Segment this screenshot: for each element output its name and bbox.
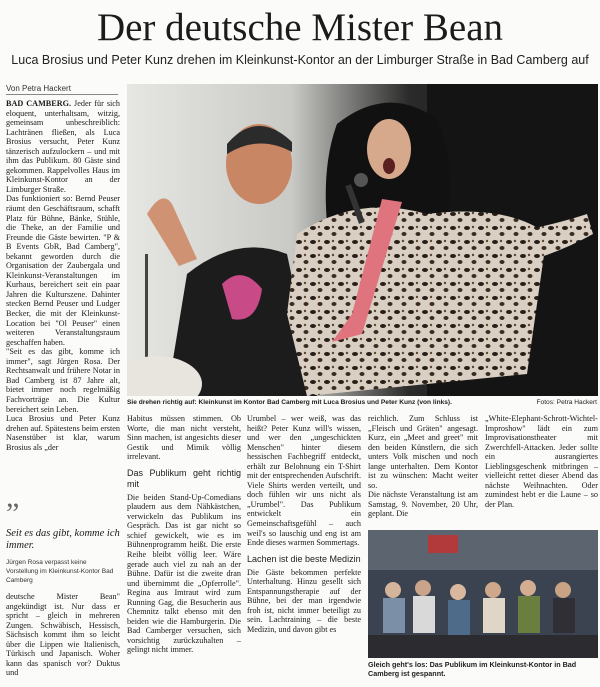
audience-illustration [368,530,598,658]
article-paragraph: Die beiden Stand-Up-Comedians plaudern aus dem Nähkästchen, verwickeln das Publikum ins Gespräch. Das ist gar nicht so schief gewickelt, wie es im Bühnenprogramm heißt. Die erste Reihe bleibt völlig leer. Wäre gerade auch viel zu nah an der Bühne. Dafür ist die zweite dran und übernimmt die „Opferrolle". Regina aus Imtraut wird zum Running Gag, die Besucherin aus Chemnitz talkt ebenso mit den beiden wie die Hamburgerin. Die Bad Camberger versuchen, sich vorsichtig zurückzuhalten – gelingt nicht immer. [127,492,241,655]
article-paragraph: Urumbel – wer weiß, was das heißt? Peter Kunz will's wissen, und wer den „ungeschickten Menschen" hinter diesem hessischen Fachbegriff entdeckt, erhält zur Belohnung ein T-Shirt mit der entsprechenden Aufschrift. Viele Shirts werden verteilt, und doch fühlen wir uns nicht als „Urumbel". Das Publikum entwickelt ein Gemeinschaftsgefühl – auch weil's so lauschig und eng ist am Ende dieses warmen Sommertags. [247,414,361,548]
quote-text: Seit es das gibt, komme ich immer. [6,528,120,551]
author-byline: Von Petra Hackert [6,84,71,93]
article-paragraph: reichlich. Zum Schluss ist „Fleisch und Gräten" angesagt. Kurz, ein „Meet and greet" mit den beiden Künstlern, die sich unters Volk mischen und noch lange unterhalten. Dem Kontor ist zu wünschen: Macht weiter so. [368,414,478,490]
photo-credit: Fotos: Petra Hackert [536,399,597,406]
byline-divider [6,94,118,95]
dateline: BAD CAMBERG. [6,99,72,108]
article-column-2 [127,414,241,655]
article-column-1-continued [6,592,120,678]
article-paragraph: „White-Elephant-Schrott-Wichtel-Improshow" lädt ein zum Improvisationstheater mit Zwerchfell-Attacken. Jeder sollte ein ausrangiertes Lieblingsgeschenk mitbringen – vielleicht rettet dieser Abend das nächste Weihnachten. Oder zumindest hebt er die Laune – so der Plan. [485,414,598,509]
headline: Der deutsche Mister Bean [96,6,504,49]
section-subheading: Das Publikum geht richtig mit [127,467,241,489]
article-paragraph: deutsche Mister Bean" angekündigt ist. Nur dass er spricht – gleich in mehreren Zungen. Schwäbisch, Hessisch, Sächsisch kommt ihm so leicht über die Lippen wie Italienisch, Türkisch und Japanisch. Woher kann das spanisch vor? Duktus und [6,592,120,678]
article-paragraph: Habitus müssen stimmen. Ob Worte, die man nicht versteht, Sinn machen, ist angesichts dieser Gestik und Mimik völlig irrelevant. [127,414,241,462]
section-subheading: Lachen ist die beste Medizin [247,553,361,564]
article-column-1 [6,99,120,452]
article-paragraph: BAD CAMBERG. Jeder für sich eloquent, unterhaltsam, witzig, gemeinsam unbeschreiblich: Lachtränen fließen, als Luca Brosius versucht, Peter Kunz tänzerisch aufzulockern – und mit ihm das Publikum. 80 Gäste sind gekommen. Rappelvolles Haus im Kleinkunst-Kontor an der Limburger Straße. [6,99,121,194]
pull-quote [6,497,120,585]
article-column-4 [368,414,478,519]
performers-illustration [127,84,598,396]
article-paragraph: Das funktioniert so: Bernd Peuser räumt den Geschäftsraum, schafft Platz für Bühne, Bänke, Stühle, die Theke, an der Familie und Freunde die Gäste bewirten. "P & B Events GbR, Bad Camberg", bekannt geworden durch die Organisation der Zaubergala und Kleinkunst-Veranstaltungen im Kurhaus, bereichert seit ein paar Jahren die Kulturszene. Dahinter stecken Bernd Peuser und Ludger Becker, die mit der Kleinkunst-Location bei "Ol Peuser" einen weiteren Veranstaltungsraum geschaffen haben. [6,194,120,347]
quote-source: Jürgen Rosa verpasst keine Vorstellung im Kleinkunst-Kontor Bad Camberg [6,559,114,584]
article-paragraph: Die nächste Veranstaltung ist am Samstag, 9. November, 20 Uhr, geplant. Die [368,490,478,519]
article-column-3 [247,414,361,634]
article-paragraph: "Seit es das gibt, komme ich immer", sagt Jürgen Rosa. Der Rechtsanwalt und frühere Notar in Bad Camberg ist 87 Jahre alt, bietet immer noch regelmäßig Fachvorträge an. Die Kultur bereichert sein Leben. [6,347,120,414]
quote-mark-icon: ” [6,497,20,530]
article-paragraph: Die Gäste bekommen perfekte Unterhaltung. Hinzu gesellt sich Entspannungstherapie auf der Bühne, bei der man irgendwie froh ist, nicht immer beteiligt zu sein. Lachtraining – die beste Medizin, und davon gibt es [247,567,361,634]
main-photo-caption: Sie drehen richtig auf: Kleinkunst im Kontor Bad Camberg mit Luca Brosius und Peter Kunz (von links). [127,399,452,406]
article-column-5 [485,414,598,509]
audience-photo [368,530,598,658]
audience-photo-caption: Gleich geht's los: Das Publikum im Kleinkunst-Kontor in Bad Camberg ist gespannt. [368,660,577,678]
subheadline: Luca Brosius und Peter Kunz drehen im Kleinkunst-Kontor an der Limburger Straße in Bad Camberg auf [11,53,589,67]
article-paragraph: Luca Brosius und Peter Kunz drehen auf. Spätestens beim ersten Nasenstüber ist klar, warum Brosius als „der [6,414,120,452]
main-photo [127,84,598,396]
